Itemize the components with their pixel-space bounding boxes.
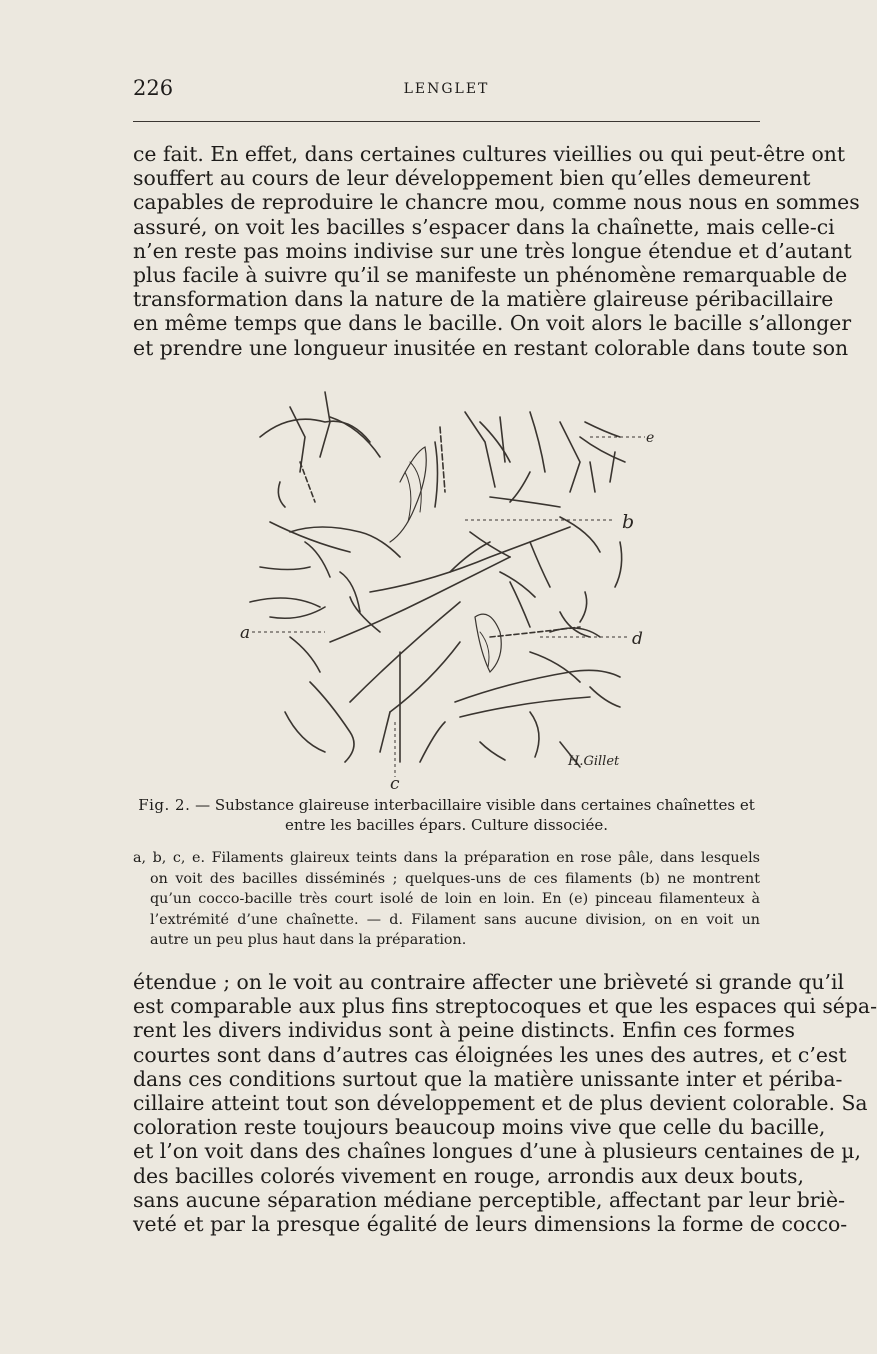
text-line: plus facile à suivre qu’il se manifeste un phénomène remarquable de — [133, 262, 848, 287]
figure-signature: H.Gillet — [568, 754, 620, 769]
text-line: transformation dans la nature de la matière glaireuse péribacillaire — [133, 287, 834, 312]
text-line: courtes sont dans d’autres cas éloignées les unes des autres, et c’est — [133, 1042, 847, 1067]
text-line: des bacilles colorés vivement en rouge, arrondis aux deux bouts, — [133, 1163, 804, 1188]
figure-caption — [133, 795, 760, 835]
text-line: assuré, on voit les bacilles s’espacer dans la chaînette, mais celle-ci — [133, 214, 835, 239]
header-rule — [133, 121, 760, 122]
body-paragraph-bottom — [133, 970, 877, 1236]
bacilli-drawing — [230, 382, 670, 792]
figure-label-c: c — [390, 774, 400, 794]
text-line: rent les divers individus sont à peine distincts. Enfin ces formes — [133, 1018, 795, 1043]
text-line: et prendre une longueur inusitée en restant colorable dans toute son — [133, 335, 849, 360]
page-header — [133, 76, 760, 116]
legend-line: l’extrémité d’une chaînette. — d. Filament sans aucune division, on en voit un — [150, 911, 760, 928]
text-line: est comparable aux plus fins streptocoques et que les espaces qui sépa- — [133, 994, 877, 1019]
text-line: en même temps que dans le bacille. On voit alors le bacille s’allonger — [133, 311, 852, 336]
legend-line: qu’un cocco-bacille très court isolé de loin en loin. En (e) pinceau filamenteux à — [150, 891, 760, 907]
text-line: souffert au cours de leur développement bien qu’elles demeurent — [133, 166, 811, 191]
text-line: sans aucune séparation médiane perceptible, affectant par leur briè- — [133, 1187, 845, 1212]
figure-legend — [133, 848, 760, 951]
figure-label-a: a — [240, 623, 251, 643]
page-number: 226 — [133, 76, 174, 100]
figure-label-b: b — [622, 511, 635, 533]
text-line: ce fait. En effet, dans certaines cultures vieillies ou qui peut-être ont — [133, 142, 846, 166]
text-line: n’en reste pas moins indivise sur une très longue étendue et d’autant — [133, 238, 852, 263]
caption-title-1: — Substance glaireuse interbacillaire visible dans certaines chaînettes et — [190, 796, 755, 814]
figure-label-d: d — [632, 629, 643, 649]
figure-bacilli-illustration — [230, 382, 670, 792]
text-line: cillaire atteint tout son développement et de plus devient colorable. Sa — [133, 1090, 868, 1115]
figure-number: Fig. 2. — [138, 796, 191, 814]
legend-line: a, b, c, e. Filaments glaireux teints dans la préparation en rose pâle, dans lesquels — [133, 850, 760, 866]
text-line: coloration reste toujours beaucoup moins vive que celle du bacille, — [133, 1115, 826, 1140]
text-line: et l’on voit dans des chaînes longues d’une à plusieurs centaines de µ, — [133, 1139, 862, 1164]
running-head: LENGLET — [403, 81, 490, 97]
legend-line: on voit des bacilles disséminés ; quelques-uns de ces filaments (b) ne montrent — [150, 870, 760, 887]
caption-line-1 — [133, 795, 760, 815]
caption-line-2: entre les bacilles épars. Culture dissociée. — [284, 816, 608, 834]
text-line: veté et par la presque égalité de leurs dimensions la forme de cocco- — [133, 1211, 848, 1236]
text-line: capables de reproduire le chancre mou, comme nous nous en sommes — [133, 190, 860, 215]
legend-line: autre un peu plus haut dans la préparation. — [150, 932, 467, 948]
text-line: dans ces conditions surtout que la matière unissante inter et périba- — [133, 1066, 843, 1091]
text-line: étendue ; on le voit au contraire affecter une brièveté si grande qu’il — [133, 970, 845, 994]
figure-label-e: e — [646, 430, 655, 446]
body-paragraph-top — [133, 142, 860, 360]
